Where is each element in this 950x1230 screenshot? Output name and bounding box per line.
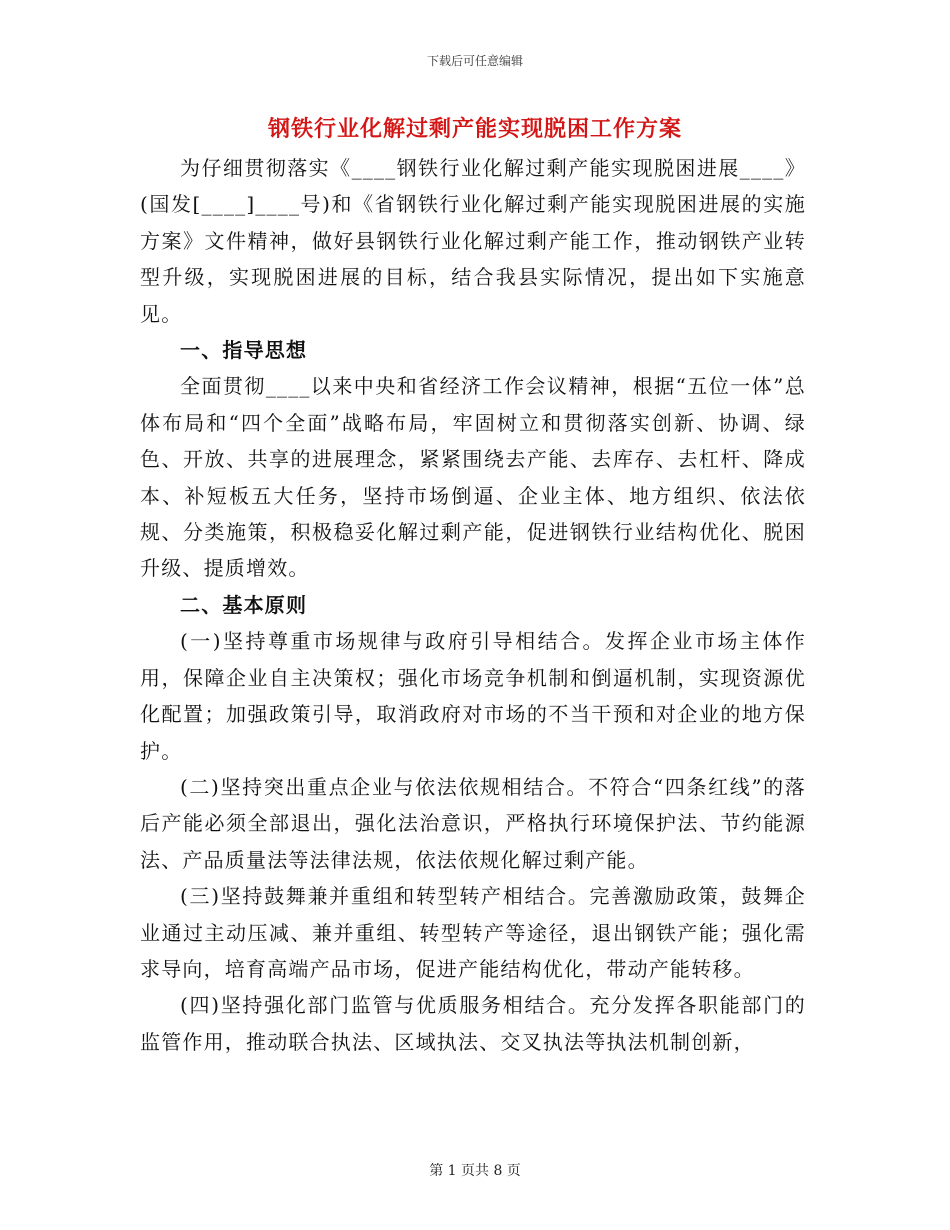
principle-paragraph-4: (四)坚持强化部门监管与优质服务相结合。充分发挥各职能部门的监管作用，推动联合执法、区域执法、交叉执法等执法机制创新， (140, 993, 806, 1054)
principle-paragraph-3: (三)坚持鼓舞兼并重组和转型转产相结合。完善激励政策，鼓舞企业通过主动压减、兼并重组、转型转产等途径，退出钢铁产能；强化需求导向，培育高端产品市场，促进产能结构优化，带动产能转移。 (140, 884, 806, 981)
guiding-ideology-paragraph: 全面贯彻____以来中央和省经济工作会议精神，根据“五位一体”总体布局和“四个全面”战略布局，牢固树立和贯彻落实创新、协调、绿色、开放、共享的进展理念，紧紧围绕去产能、去库存、去杠杆、降成本、补短板五大任务，坚持市场倒逼、企业主体、地方组织、依法依规、分类施策，积极稳妥化解过剩产能，促进钢铁行业结构优化、脱困升级、提质增效。 (140, 374, 806, 581)
section-heading-guiding-ideology: 一、指导思想 (180, 338, 308, 363)
page-number-footer: 第 1 页共 8 页 (429, 1163, 521, 1179)
page-header: 下载后可任意编辑 (426, 54, 523, 68)
document-body (140, 150, 806, 1060)
principle-paragraph-1: (一)坚持尊重市场规律与政府引导相结合。发挥企业市场主体作用，保障企业自主决策权；强化市场竞争机制和倒逼机制，实现资源优化配置；加强政策引导，取消政府对市场的不当干预和对企业的地方保护。 (140, 629, 806, 763)
intro-paragraph: 为仔细贯彻落实《____钢铁行业化解过剩产能实现脱困进展____》(国发[____]____号)和《省钢铁行业化解过剩产能实现脱困进展的实施方案》文件精神，做好县钢铁行业化解过剩产能工作，推动钢铁产业转型升级，实现脱困进展的目标，结合我县实际情况，提出如下实施意见。 (140, 156, 806, 326)
principle-paragraph-2: (二)坚持突出重点企业与依法依规相结合。不符合“四条红线”的落后产能必须全部退出，强化法治意识，严格执行环境保护法、节约能源法、产品质量法等法律法规，依法依规化解过剩产能。 (140, 774, 806, 872)
section-heading-basic-principles: 二、基本原则 (180, 592, 308, 617)
document-title: 钢铁行业化解过剩产能实现脱困工作方案 (267, 116, 682, 142)
